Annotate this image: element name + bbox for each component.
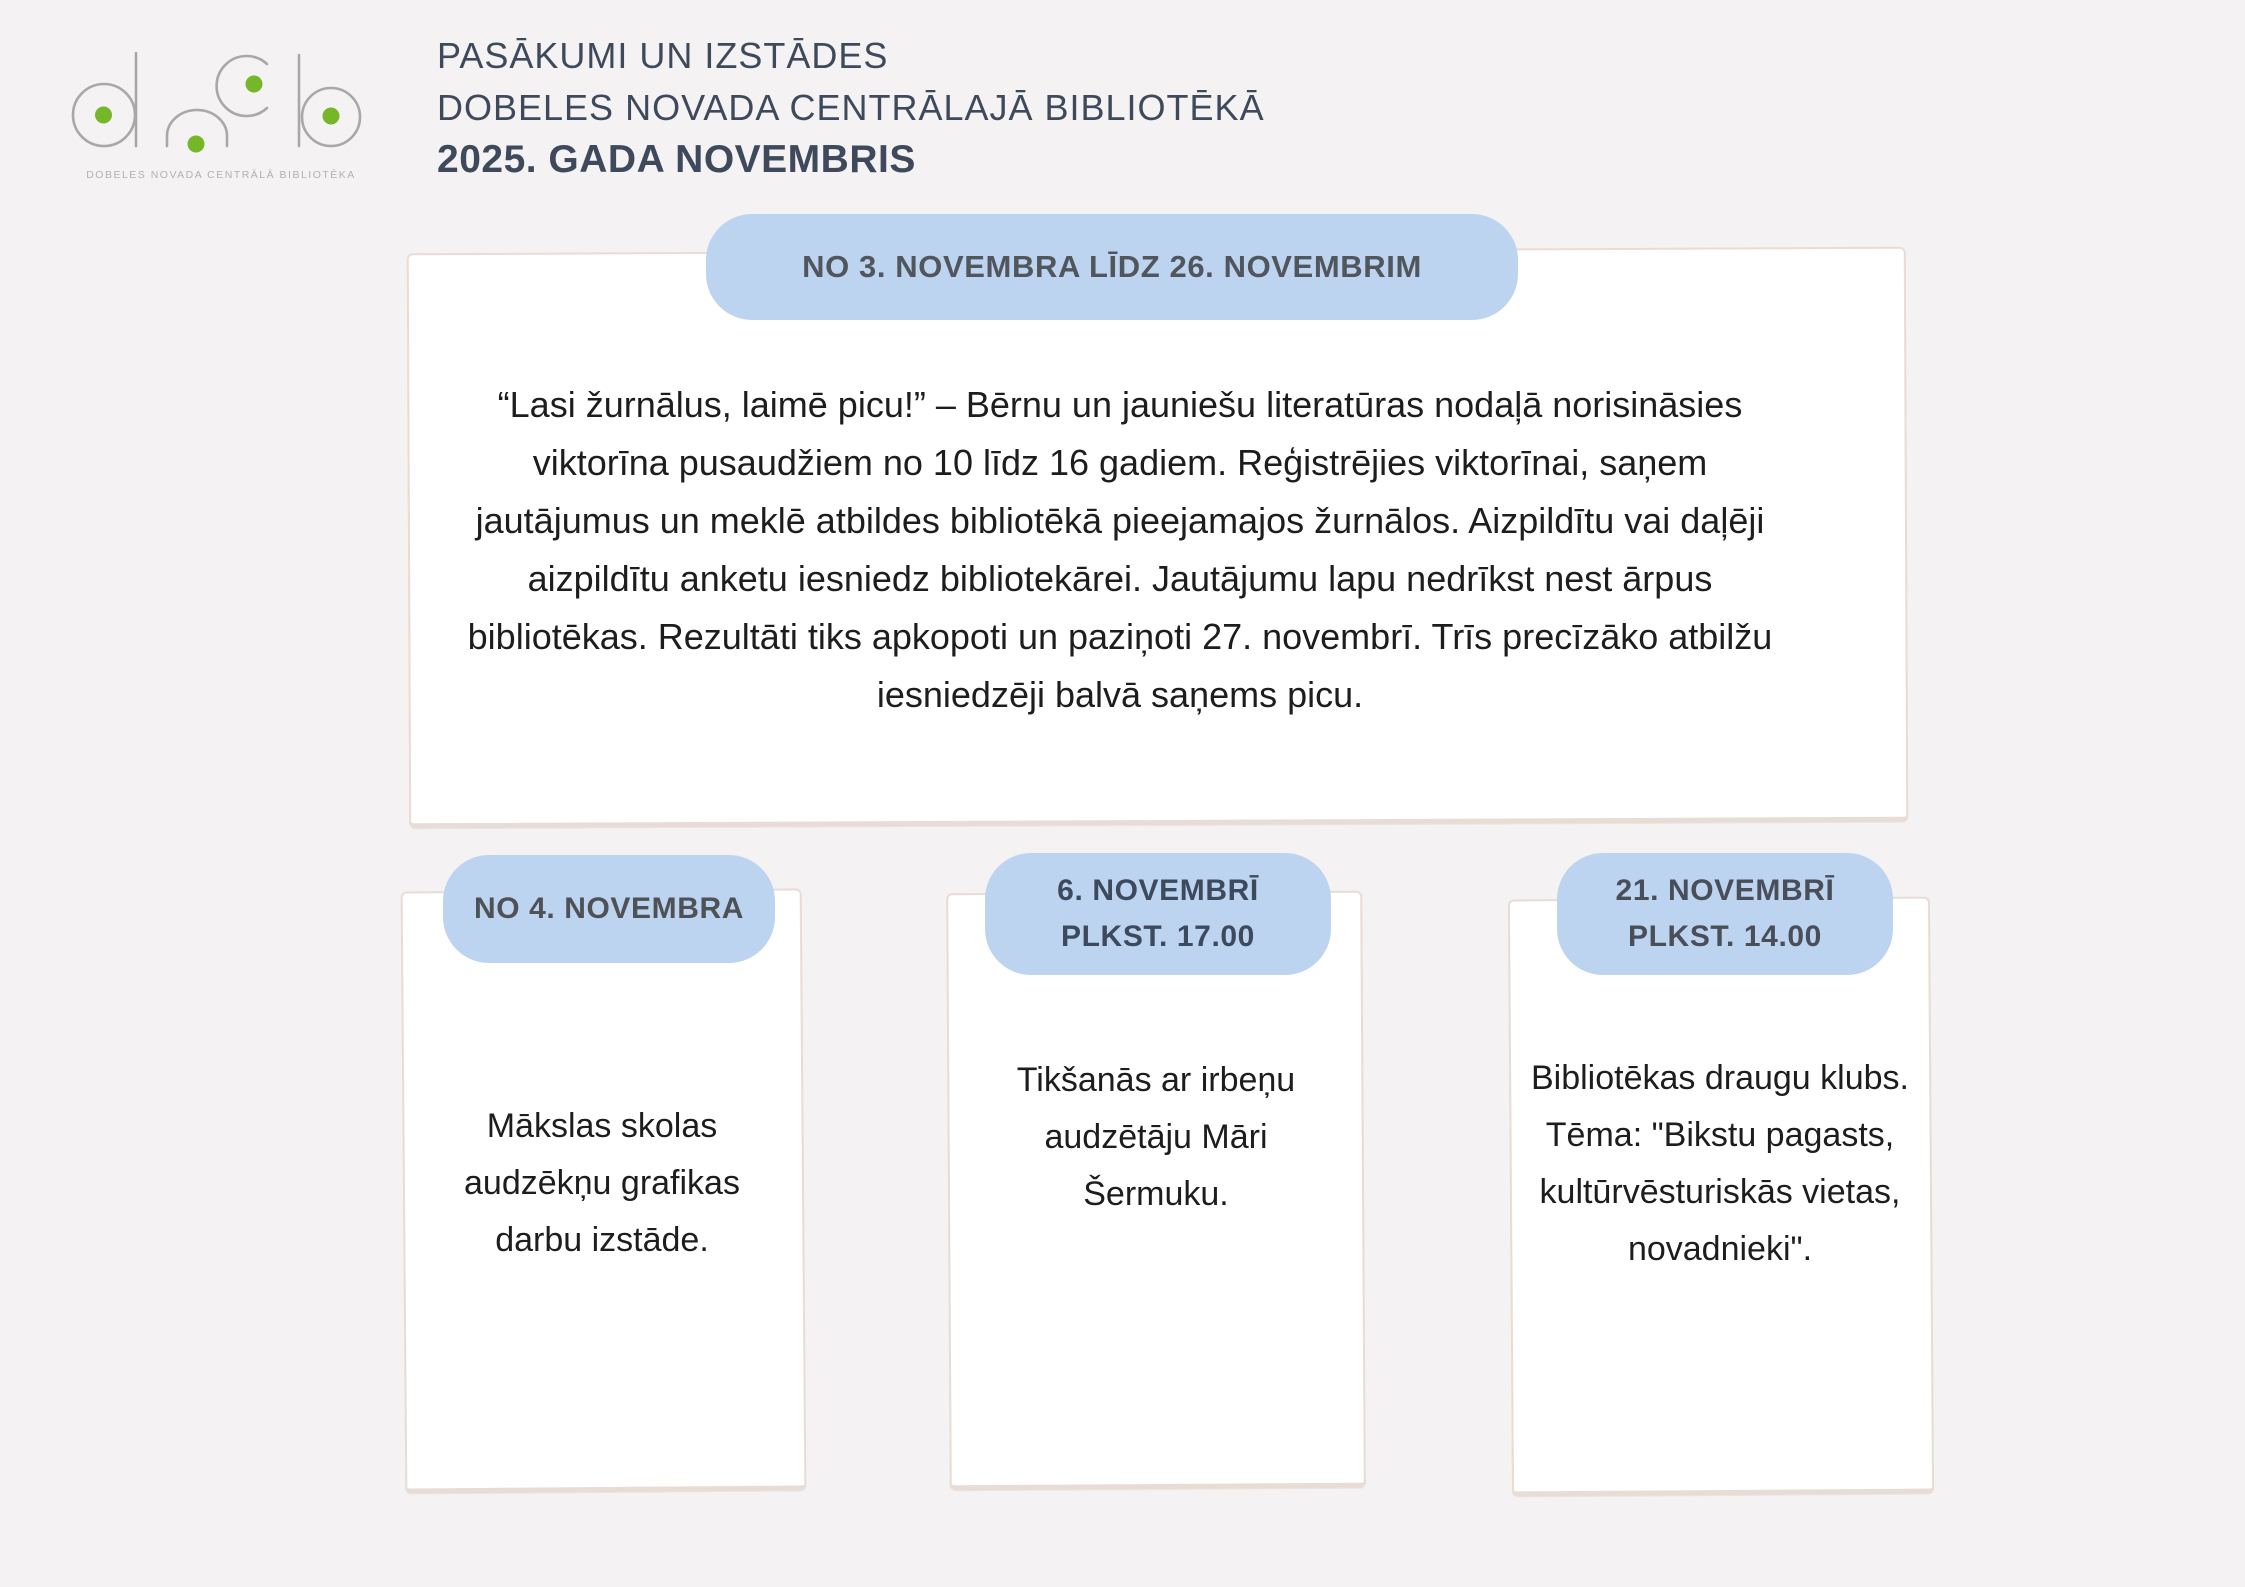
poster-header [437, 30, 1265, 186]
dncb-logo [40, 28, 380, 198]
badge-date: 6. NOVEMBRĪ [1057, 874, 1259, 907]
header-line-2: DOBELES NOVADA CENTRĀLAJĀ BIBLIOTĒKĀ [437, 87, 1265, 128]
badge-date: NO 4. NOVEMBRA [473, 892, 745, 925]
event-description: Mākslas skolas audzēkņu grafikas darbu izstāde. [464, 1107, 740, 1259]
dncb-logo-icon [40, 28, 380, 198]
event-date-badge [985, 853, 1331, 975]
event-description: Bibliotēkas draugu klubs. Tēma: "Bikstu pagasts, kultūrvēsturiskās vietas, novadnieki". [1530, 1059, 1909, 1268]
badge-time: PLKST. 14.00 [1628, 920, 1822, 953]
event-date-badge [443, 855, 775, 963]
header-line-1: PASĀKUMI UN IZSTĀDES [437, 35, 889, 76]
badge-time: PLKST. 17.00 [1061, 920, 1255, 953]
featured-event-date-badge [706, 214, 1518, 320]
event-description: Tikšanās ar irbeņu audzētāju Māri Šermuku. [1016, 1061, 1296, 1213]
logo-green-dot [323, 108, 340, 125]
badge-date: 21. NOVEMBRĪ [1615, 874, 1835, 907]
logo-green-dot [188, 136, 205, 153]
badge-label: NO 3. NOVEMBRA LĪDZ 26. NOVEMBRIM [802, 249, 1422, 284]
logo-green-dot [246, 76, 263, 93]
header-month-title: 2025. GADA NOVEMBRIS [437, 138, 916, 181]
logo-green-dot [95, 107, 112, 124]
featured-event-description: “Lasi žurnālus, laimē picu!” – Bērnu un jauniešu literatūras nodaļā norisināsies viktorīna pusaudžiem no 10 līdz 16 gadiem. Reģistrējies viktorīnai, saņem jautājumus un meklē atbildes bibliotēkā pieejamajos žurnālos. Aizpildītu vai daļēji aizpildītu anketu iesniedz bibliotekārei. Jautājumu lapu nedrīkst nest ārpus bibliotēkas. Rezultāti tiks apkopoti un paziņoti 27. novembrī. Trīs precīzāko atbilžu iesniedzēji balvā saņems picu. [467, 384, 1773, 715]
event-date-badge [1557, 853, 1893, 975]
logo-tagline: DOBELES NOVADA CENTRĀLĀ BIBLIOTĒKA [86, 169, 356, 181]
